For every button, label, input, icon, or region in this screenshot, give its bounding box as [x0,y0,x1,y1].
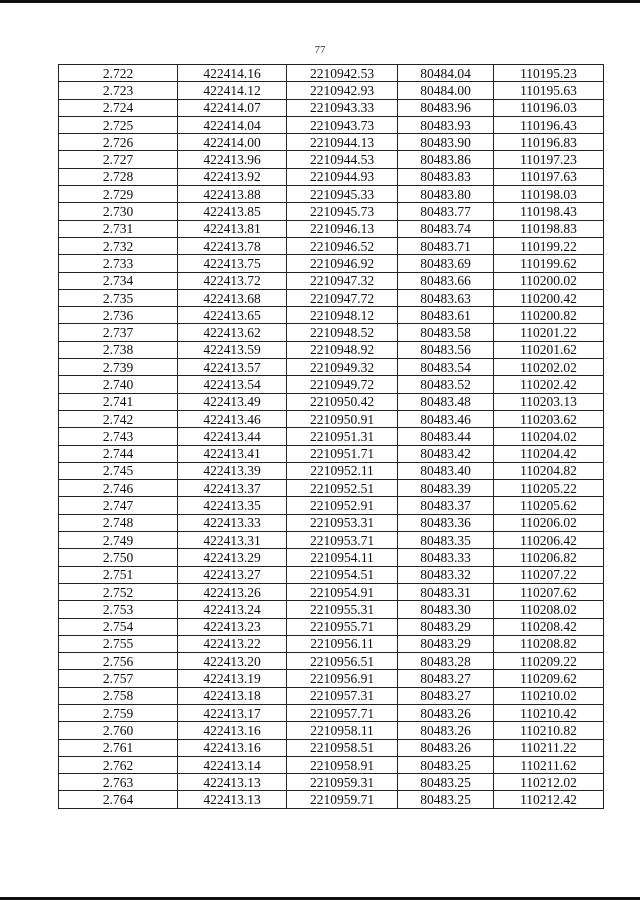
table-cell: 2.727 [59,151,178,168]
table-row [59,549,604,566]
table-cell: 2210951.71 [287,445,398,462]
table-cell: 110200.82 [494,307,604,324]
table-cell: 2.748 [59,514,178,531]
table-cell: 2.745 [59,462,178,479]
table-cell: 2210944.13 [287,134,398,151]
table-cell: 110209.62 [494,670,604,687]
table-cell: 2210946.52 [287,237,398,254]
table-cell: 2.737 [59,324,178,341]
table-cell: 80483.28 [398,653,494,670]
table-cell: 2210949.72 [287,376,398,393]
table-cell: 80483.29 [398,635,494,652]
table-cell: 422414.16 [178,65,287,82]
table-row [59,220,604,237]
table-cell: 2210945.73 [287,203,398,220]
table-cell: 80483.58 [398,324,494,341]
table-cell: 422413.37 [178,480,287,497]
table-cell: 110204.02 [494,428,604,445]
table-cell: 2210951.31 [287,428,398,445]
table-cell: 422413.78 [178,237,287,254]
table-cell: 110210.82 [494,722,604,739]
table-row [59,670,604,687]
table-cell: 422413.16 [178,722,287,739]
table-cell: 2.736 [59,307,178,324]
table-row [59,307,604,324]
table-cell: 2.760 [59,722,178,739]
table-cell: 422413.49 [178,393,287,410]
table-cell: 80483.37 [398,497,494,514]
table-cell: 80483.25 [398,774,494,791]
table-cell: 110209.22 [494,653,604,670]
table-cell: 2.738 [59,341,178,358]
table-cell: 80483.25 [398,791,494,808]
table-cell: 2210956.91 [287,670,398,687]
table-row [59,722,604,739]
table-cell: 2.742 [59,410,178,427]
table-cell: 422413.31 [178,532,287,549]
table-row [59,583,604,600]
table-cell: 80483.26 [398,704,494,721]
table-cell: 422413.24 [178,601,287,618]
table-cell: 422413.35 [178,497,287,514]
table-cell: 2.755 [59,635,178,652]
table-cell: 2.751 [59,566,178,583]
table-cell: 2210953.71 [287,532,398,549]
table-cell: 2.735 [59,289,178,306]
table-cell: 2210946.13 [287,220,398,237]
table-cell: 2210952.11 [287,462,398,479]
table-cell: 2210952.51 [287,480,398,497]
table-cell: 2.726 [59,134,178,151]
table-cell: 2.729 [59,186,178,203]
table-cell: 110206.02 [494,514,604,531]
table-cell: 2.723 [59,82,178,99]
table-cell: 422413.19 [178,670,287,687]
table-row [59,376,604,393]
table-cell: 110199.62 [494,255,604,272]
table-cell: 80484.04 [398,65,494,82]
table-cell: 422413.68 [178,289,287,306]
table-cell: 2.750 [59,549,178,566]
table-row [59,653,604,670]
table-cell: 110211.62 [494,756,604,773]
table-row [59,237,604,254]
table-row [59,341,604,358]
table-cell: 110208.82 [494,635,604,652]
table-row [59,359,604,376]
table-row [59,65,604,82]
table-cell: 110204.42 [494,445,604,462]
table-cell: 2210956.51 [287,653,398,670]
table-cell: 110207.62 [494,583,604,600]
table-cell: 80483.27 [398,670,494,687]
table-cell: 2210958.51 [287,739,398,756]
table-cell: 2.733 [59,255,178,272]
table-cell: 110206.82 [494,549,604,566]
table-cell: 422413.62 [178,324,287,341]
table-cell: 422413.26 [178,583,287,600]
table-cell: 2210948.12 [287,307,398,324]
table-cell: 80483.86 [398,151,494,168]
table-cell: 2.761 [59,739,178,756]
table-cell: 2210944.93 [287,168,398,185]
table-cell: 2.762 [59,756,178,773]
table-cell: 2210942.53 [287,65,398,82]
table-row [59,255,604,272]
table-cell: 110203.62 [494,410,604,427]
table-cell: 110201.22 [494,324,604,341]
table-cell: 2.757 [59,670,178,687]
table-row [59,289,604,306]
table-cell: 110212.42 [494,791,604,808]
table-cell: 80483.40 [398,462,494,479]
table-cell: 422414.04 [178,116,287,133]
table-cell: 110205.62 [494,497,604,514]
table-cell: 422413.46 [178,410,287,427]
table-cell: 2210955.31 [287,601,398,618]
table-row [59,497,604,514]
coordinates-table [58,64,604,809]
table-cell: 110196.83 [494,134,604,151]
table-row [59,462,604,479]
table-cell: 110196.03 [494,99,604,116]
table-cell: 2.763 [59,774,178,791]
table-cell: 422413.39 [178,462,287,479]
table-row [59,82,604,99]
table-cell: 2210945.33 [287,186,398,203]
table-cell: 80483.77 [398,203,494,220]
table-cell: 110199.22 [494,237,604,254]
table-cell: 80483.42 [398,445,494,462]
table-cell: 80483.48 [398,393,494,410]
table-cell: 2210944.53 [287,151,398,168]
table-cell: 80483.69 [398,255,494,272]
table-cell: 2210954.91 [287,583,398,600]
table-cell: 422413.41 [178,445,287,462]
table-row [59,635,604,652]
table-cell: 422414.07 [178,99,287,116]
table-cell: 422413.16 [178,739,287,756]
table-cell: 80483.80 [398,186,494,203]
table-cell: 422413.14 [178,756,287,773]
table-cell: 80483.66 [398,272,494,289]
table-cell: 80483.83 [398,168,494,185]
table-cell: 422413.96 [178,151,287,168]
table-cell: 110202.42 [494,376,604,393]
table-row [59,566,604,583]
table-cell: 422413.44 [178,428,287,445]
table-cell: 110196.43 [494,116,604,133]
table-cell: 422413.27 [178,566,287,583]
table-cell: 80483.32 [398,566,494,583]
table-cell: 110205.22 [494,480,604,497]
table-cell: 422413.54 [178,376,287,393]
table-cell: 110198.03 [494,186,604,203]
table-cell: 110197.23 [494,151,604,168]
table-row [59,601,604,618]
table-cell: 110211.22 [494,739,604,756]
table-cell: 80483.71 [398,237,494,254]
table-cell: 422413.29 [178,549,287,566]
table-cell: 2210942.93 [287,82,398,99]
table-row [59,393,604,410]
table-row [59,428,604,445]
table-cell: 2.754 [59,618,178,635]
table-cell: 80483.52 [398,376,494,393]
table-cell: 80483.29 [398,618,494,635]
table-cell: 422413.85 [178,203,287,220]
table-cell: 80483.44 [398,428,494,445]
table-row [59,151,604,168]
table-cell: 2210956.11 [287,635,398,652]
table-cell: 2.722 [59,65,178,82]
table-cell: 422413.17 [178,704,287,721]
table-cell: 2.756 [59,653,178,670]
table-cell: 110197.63 [494,168,604,185]
table-cell: 2.758 [59,687,178,704]
table-cell: 110198.83 [494,220,604,237]
table-row [59,116,604,133]
table-cell: 422413.65 [178,307,287,324]
table-cell: 110202.02 [494,359,604,376]
table-row [59,739,604,756]
table-cell: 80483.26 [398,722,494,739]
table-cell: 2210948.52 [287,324,398,341]
table-cell: 80483.74 [398,220,494,237]
table-row [59,99,604,116]
table-cell: 2210946.92 [287,255,398,272]
table-cell: 422413.75 [178,255,287,272]
table-cell: 110203.13 [494,393,604,410]
table-cell: 422413.57 [178,359,287,376]
table-cell: 422413.13 [178,791,287,808]
table-cell: 80483.33 [398,549,494,566]
table-row [59,134,604,151]
table-cell: 2210954.51 [287,566,398,583]
table-cell: 80483.39 [398,480,494,497]
table-cell: 422413.81 [178,220,287,237]
table-cell: 110208.02 [494,601,604,618]
table-cell: 80483.54 [398,359,494,376]
table-cell: 2210958.91 [287,756,398,773]
table-cell: 422414.12 [178,82,287,99]
table-cell: 80483.35 [398,532,494,549]
table-cell: 2210948.92 [287,341,398,358]
table-cell: 422413.33 [178,514,287,531]
table-cell: 80483.36 [398,514,494,531]
table-cell: 2.732 [59,237,178,254]
table-row [59,203,604,220]
table-cell: 2210947.32 [287,272,398,289]
table-cell: 2.724 [59,99,178,116]
table-cell: 80483.26 [398,739,494,756]
table-cell: 110195.23 [494,65,604,82]
table-cell: 2.728 [59,168,178,185]
table-row [59,480,604,497]
table-cell: 422413.23 [178,618,287,635]
table-cell: 2210957.71 [287,704,398,721]
table-cell: 2.740 [59,376,178,393]
table-cell: 80483.27 [398,687,494,704]
table-cell: 2.730 [59,203,178,220]
table-cell: 2.743 [59,428,178,445]
table-cell: 110207.22 [494,566,604,583]
table-cell: 80483.30 [398,601,494,618]
table-row [59,618,604,635]
table-row [59,514,604,531]
table-cell: 110200.02 [494,272,604,289]
coordinates-table-body [59,65,604,809]
table-row [59,704,604,721]
table-cell: 2210943.33 [287,99,398,116]
table-cell: 422413.59 [178,341,287,358]
table-row [59,410,604,427]
table-cell: 80483.25 [398,756,494,773]
table-cell: 110198.43 [494,203,604,220]
table-cell: 80483.93 [398,116,494,133]
table-row [59,186,604,203]
table-cell: 110195.63 [494,82,604,99]
table-cell: 2210955.71 [287,618,398,635]
table-cell: 2210959.71 [287,791,398,808]
table-cell: 110210.02 [494,687,604,704]
table-cell: 80483.63 [398,289,494,306]
table-cell: 2210950.42 [287,393,398,410]
table-cell: 2210943.73 [287,116,398,133]
table-cell: 110210.42 [494,704,604,721]
table-cell: 80483.31 [398,583,494,600]
table-cell: 2.747 [59,497,178,514]
table-cell: 2210950.91 [287,410,398,427]
table-cell: 2.741 [59,393,178,410]
table-cell: 2.764 [59,791,178,808]
table-cell: 80483.96 [398,99,494,116]
table-row [59,445,604,462]
table-cell: 2210947.72 [287,289,398,306]
table-cell: 2210954.11 [287,549,398,566]
table-cell: 80483.61 [398,307,494,324]
table-cell: 110200.42 [494,289,604,306]
table-cell: 2.746 [59,480,178,497]
top-border-rule [0,0,640,3]
table-row [59,324,604,341]
table-row [59,168,604,185]
page-number: 77 [314,44,326,56]
table-cell: 2.749 [59,532,178,549]
table-cell: 422413.92 [178,168,287,185]
table-cell: 2210959.31 [287,774,398,791]
table-row [59,687,604,704]
table-cell: 2210958.11 [287,722,398,739]
table-cell: 2.752 [59,583,178,600]
table-cell: 80483.46 [398,410,494,427]
table-cell: 422413.88 [178,186,287,203]
table-cell: 2.734 [59,272,178,289]
table-cell: 110201.62 [494,341,604,358]
table-cell: 422414.00 [178,134,287,151]
table-row [59,272,604,289]
table-cell: 2210952.91 [287,497,398,514]
table-cell: 422413.22 [178,635,287,652]
table-cell: 80483.56 [398,341,494,358]
table-cell: 2.744 [59,445,178,462]
table-cell: 2.739 [59,359,178,376]
table-row [59,774,604,791]
table-cell: 2.725 [59,116,178,133]
table-cell: 422413.13 [178,774,287,791]
table-cell: 80484.00 [398,82,494,99]
table-cell: 110206.42 [494,532,604,549]
table-cell: 110204.82 [494,462,604,479]
table-cell: 110208.42 [494,618,604,635]
table-cell: 422413.72 [178,272,287,289]
table-cell: 2210957.31 [287,687,398,704]
table-cell: 422413.20 [178,653,287,670]
table-cell: 422413.18 [178,687,287,704]
table-row [59,532,604,549]
table-cell: 2.759 [59,704,178,721]
table-cell: 80483.90 [398,134,494,151]
table-row [59,756,604,773]
table-cell: 110212.02 [494,774,604,791]
table-cell: 2.753 [59,601,178,618]
table-cell: 2210953.31 [287,514,398,531]
table-cell: 2.731 [59,220,178,237]
table-row [59,791,604,808]
table-cell: 2210949.32 [287,359,398,376]
